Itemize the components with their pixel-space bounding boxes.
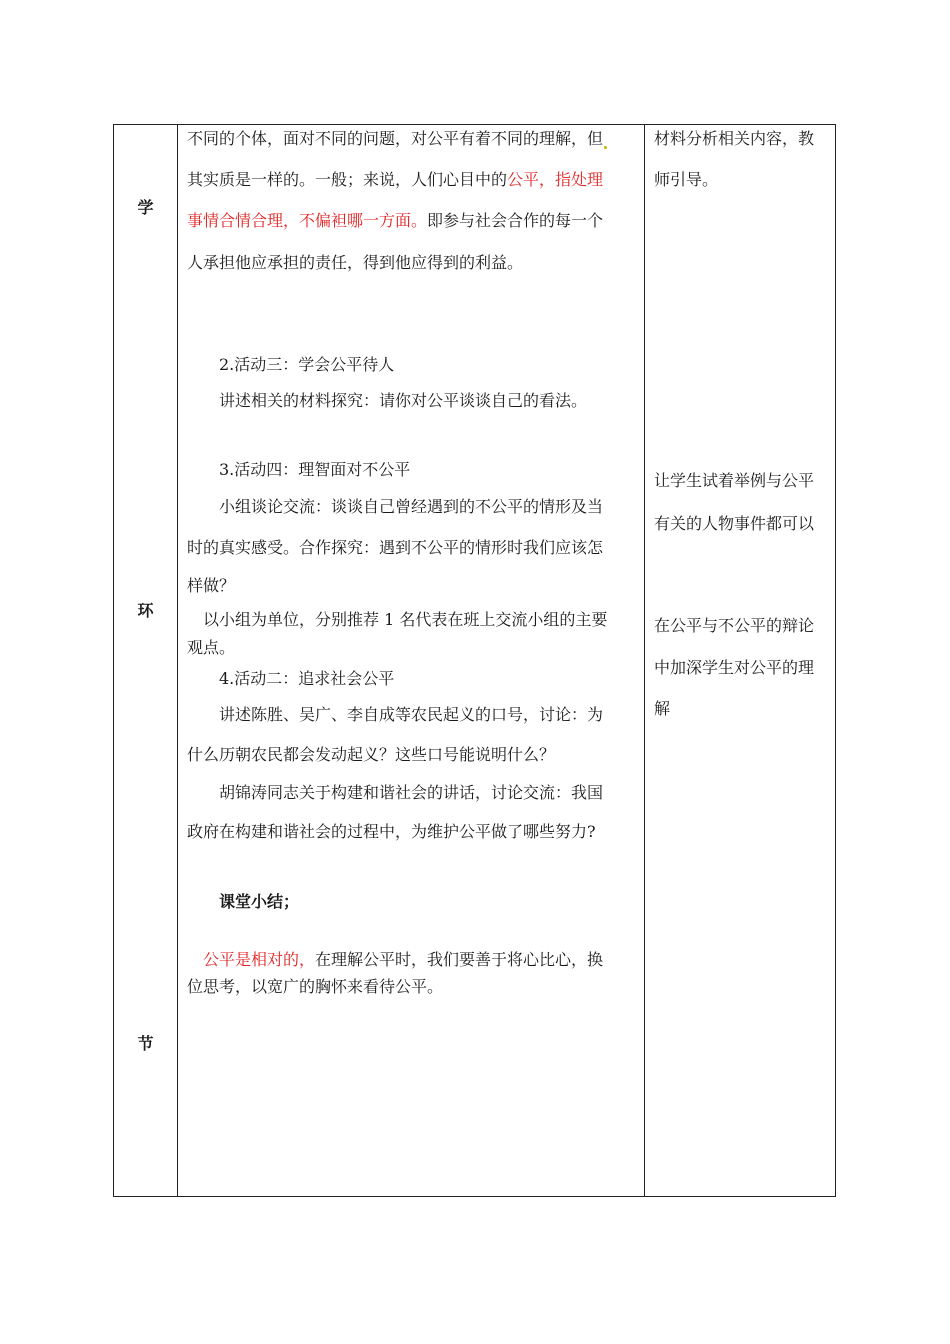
activity-text: 政府在构建和谐社会的过程中，为维护公平做了哪些努力? [187, 822, 596, 841]
activity-text: 小组谈论交流：谈谈自己曾经遇到的不公平的情形及当 [219, 497, 604, 516]
activity-text: 时的真实感受。合作探究：遇到不公平的情形时我们应该怎 [187, 538, 604, 557]
activity-title: 4.活动二：追求社会公平 [219, 669, 395, 688]
main-paragraph-line: 人承担他应承担的责任，得到他应得到的利益。 [187, 253, 524, 272]
activity-title: 2.活动三：学会公平待人 [219, 355, 395, 374]
section-label-xue: 学 [137, 198, 154, 217]
note-text: 在公平与不公平的辩论 [654, 616, 815, 635]
activity-text: 什么历朝农民都会发动起义？这些口号能说明什么？ [187, 745, 556, 764]
marker-dot [604, 146, 607, 149]
emphasis-text: 事情合情合理，不偏袒哪一方面。 [187, 211, 428, 230]
main-paragraph-line: 事情合情合理，不偏袒哪一方面。即参与社会合作的每一个 [187, 211, 604, 230]
note-text: 解 [654, 699, 671, 718]
note-text: 让学生试着举例与公平 [654, 471, 815, 490]
section-label-jie: 节 [137, 1034, 154, 1053]
section-label-huan: 环 [137, 601, 154, 620]
activity-text: 胡锦涛同志关于构建和谐社会的讲话，讨论交流：我国 [219, 783, 604, 802]
summary-text: 公平是相对的，在理解公平时，我们要善于将心比心，换 [203, 950, 604, 969]
column-divider-left [177, 125, 178, 1196]
emphasis-text: 公平，指处理 [507, 170, 604, 189]
summary-title: 课堂小结； [219, 892, 300, 911]
activity-text: 样做？ [187, 576, 236, 595]
activity-text: 讲述陈胜、吴广、李自成等农民起义的口号，讨论：为 [219, 705, 604, 724]
note-text: 中加深学生对公平的理 [654, 658, 815, 677]
note-text: 材料分析相关内容，教 [654, 129, 815, 148]
note-text: 有关的人物事件都可以 [654, 514, 815, 533]
activity-text: 观点。 [187, 638, 236, 657]
summary-text: 位思考，以宽广的胸怀来看待公平。 [187, 977, 444, 996]
activity-title: 3.活动四：理智面对不公平 [219, 460, 411, 479]
lesson-table [113, 124, 836, 1197]
activity-text: 讲述相关的材料探究：请你对公平谈谈自己的看法。 [219, 391, 588, 410]
emphasis-text: 公平是相对的， [203, 950, 316, 969]
activity-text: 以小组为单位，分别推荐 1 名代表在班上交流小组的主要 [203, 610, 608, 629]
column-divider-right [644, 125, 645, 1196]
main-paragraph-line: 其实质是一样的。一般；来说，人们心目中的公平，指处理 [187, 170, 604, 189]
main-paragraph-line: 不同的个体，面对不同的问题，对公平有着不同的理解，但 [187, 129, 608, 149]
note-text: 师引导。 [654, 170, 719, 189]
